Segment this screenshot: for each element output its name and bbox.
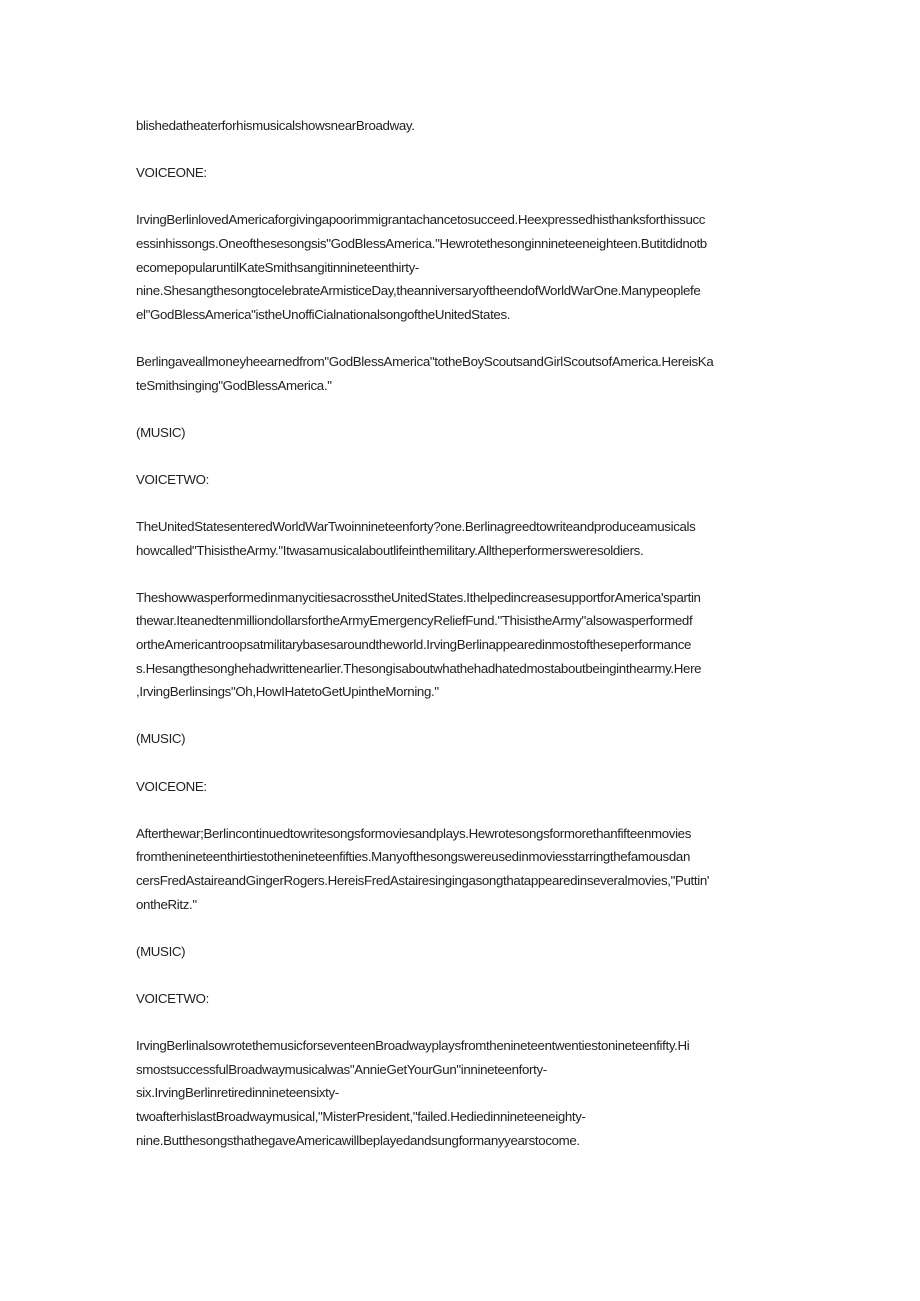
text-line: nine.ButthesongsthathegaveAmericawillbeplayedandsungformanyyearstocome.: [136, 1132, 580, 1148]
paragraph-scouts-donation: [136, 350, 784, 397]
text-line: IrvingBerlinalsowrotethemusicforseventeenBroadwayplaysfromthenineteentwentiestonineteenfifty.Hi: [136, 1038, 690, 1054]
music-cue: [136, 940, 784, 964]
speaker-label-voice-one: [136, 775, 784, 799]
text-line: essinhissongs.Oneofthesesongsis"GodBlessAmerica."Hewrotethesonginnineteeneighteen.Butitdidnotb: [136, 235, 707, 251]
speaker-label-voice-one: [136, 161, 784, 185]
text-line: six.IrvingBerlinretiredinnineteensixty-: [136, 1085, 339, 1101]
text-line: VOICETWO:: [136, 471, 209, 487]
text-line: VOICEONE:: [136, 165, 207, 181]
text-line: (MUSIC): [136, 424, 186, 440]
text-line: fromthenineteenthirtiestothenineteenfifties.Manyofthesongswereusedinmoviesstarringthefamousdan: [136, 849, 690, 865]
text-line: TheshowwasperformedinmanycitiesacrosstheUnitedStates.IthelpedincreasesupportforAmerica'spartin: [136, 589, 701, 605]
text-line: VOICETWO:: [136, 990, 209, 1006]
text-line: cersFredAstaireandGingerRogers.HereisFredAstairesingingasongthatappearedinseveralmovies,"Puttin': [136, 873, 710, 888]
document-body: [136, 114, 784, 1176]
text-line: ,IrvingBerlinsings"Oh,HowIHatetoGetUpintheMorning.": [136, 684, 439, 700]
text-line: IrvingBerlinlovedAmericaforgivingapoorimmigrantachancetosucceed.Heexpressedhisthanksforthissucc: [136, 212, 706, 228]
text-line: blishedatheaterforhismusicalshowsnearBroadway.: [136, 118, 415, 133]
text-line: twoafterhislastBroadwaymusical,"MisterPresident,"failed.Hediedinnineteeneighty-: [136, 1108, 586, 1124]
text-line: el"GodBlessAmerica"istheUnoffiCialnationalsongoftheUnitedStates.: [136, 306, 511, 322]
text-line: smostsuccessfulBroadwaymusicalwas"AnnieGetYourGun"innineteenforty-: [136, 1061, 547, 1077]
text-line: TheUnitedStatesenteredWorldWarTwoinnineteenforty?one.Berlinagreedtowriteandproduceamusicals: [136, 519, 696, 535]
text-line: ontheRitz.": [136, 896, 197, 912]
text-line: ortheAmericantroopsatmilitarybasesaroundtheworld.IrvingBerlinappearedinmostoftheseperformance: [136, 637, 692, 653]
paragraph-movies: [136, 822, 784, 916]
text-line: s.Hesangthesonghehadwrittenearlier.Thesongisaboutwhathehadhatedmostaboutbeinginthearmy.Here: [136, 660, 702, 676]
speaker-label-voice-two: [136, 468, 784, 492]
text-line: Afterthewar;Berlincontinuedtowritesongsformoviesandplays.Hewrotesongsformorethanfifteenmovies: [136, 825, 692, 841]
text-line: thewar.IteanedtenmilliondollarsfortheArmyEmergencyReliefFund."ThisistheArmy"alsowasperformedf: [136, 613, 693, 629]
text-line: teSmithsinging"GodBlessAmerica.": [136, 377, 332, 393]
speaker-label-voice-two: [136, 987, 784, 1011]
paragraph-show-performances: [136, 586, 784, 704]
text-line: (MUSIC): [136, 731, 186, 747]
paragraph-god-bless-america: [136, 208, 784, 326]
text-line: (MUSIC): [136, 943, 186, 959]
paragraph-this-is-the-army: [136, 515, 784, 562]
text-line: nine.ShesangthesongtocelebrateArmisticeDay,theanniversaryoftheendofWorldWarOne.Manypeoplefe: [136, 283, 701, 299]
music-cue: [136, 421, 784, 445]
paragraph-broadway-theater: [136, 114, 784, 138]
text-line: ecomepopularuntilKateSmithsangitinnineteenthirty-: [136, 259, 419, 275]
text-line: Berlingaveallmoneyheearnedfrom"GodBlessAmerica"totheBoyScoutsandGirlScoutsofAmerica.HereisKa: [136, 353, 714, 369]
text-line: howcalled"ThisistheArmy."Itwasamusicalaboutlifeinthemilitary.Alltheperformersweresoldiers.: [136, 542, 644, 558]
music-cue: [136, 727, 784, 751]
paragraph-broadway-career: [136, 1034, 784, 1152]
text-line: VOICEONE:: [136, 778, 207, 794]
